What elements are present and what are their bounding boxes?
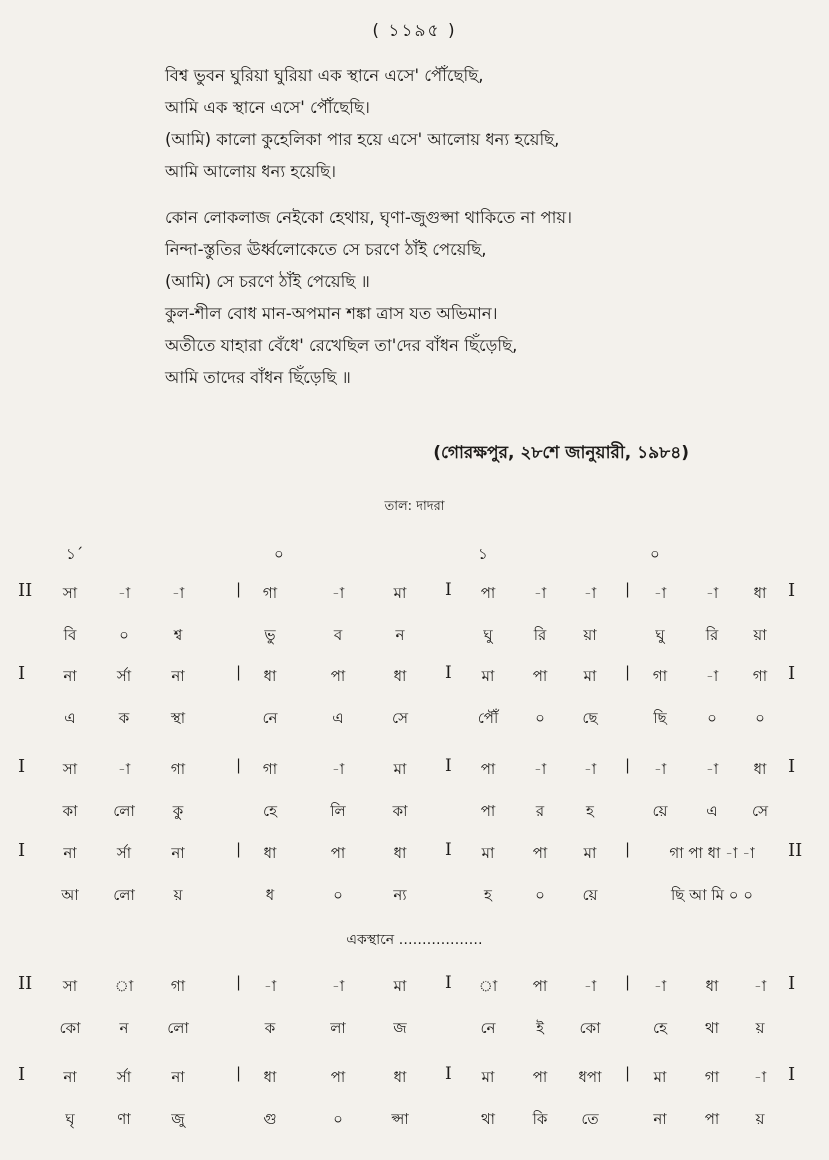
- swara-note: না: [171, 1068, 185, 1086]
- lyric-syllable: হে: [263, 802, 277, 820]
- swara-note: মা: [481, 1068, 495, 1086]
- beat-separator: |: [236, 973, 242, 991]
- swara-row: [0, 665, 829, 693]
- beat-separator: I: [445, 580, 452, 600]
- swara-note: -া: [653, 584, 667, 602]
- beat-separator: I: [445, 756, 452, 776]
- swara-note: র্সা: [116, 844, 132, 862]
- swara-row: [0, 975, 829, 1003]
- lyric-syllable: কা: [392, 802, 408, 820]
- swara-note: না: [171, 667, 185, 685]
- beat-separator: |: [236, 756, 242, 774]
- beat-separator: |: [625, 663, 631, 681]
- lyric-row: [0, 884, 829, 912]
- bar-line: I: [18, 756, 26, 777]
- lyric-syllable: থা: [704, 1019, 720, 1037]
- poem-line: কুল-শীল বোধ মান-অপমান শঙ্কা ত্রাস যত অভিমান।: [165, 304, 498, 323]
- lyric-syllable: রি: [533, 626, 547, 644]
- swara-note: পা: [480, 760, 496, 778]
- swara-note: সা: [62, 977, 78, 995]
- lyric-syllable: স্থা: [170, 709, 186, 727]
- swara-note: পা: [532, 667, 548, 685]
- lyric-row: [0, 1108, 829, 1136]
- swara-row: [0, 1066, 829, 1094]
- lyric-row: [0, 624, 829, 652]
- poem-line: অতীতে যাহারা বেঁধে' রেখেছিল তা'দের বাঁধন ছিঁড়েছি,: [165, 336, 518, 355]
- swara-row: [0, 758, 829, 786]
- lyric-syllable: পা: [704, 1110, 720, 1128]
- lyric-syllable: ন: [119, 1019, 129, 1037]
- lyric-syllable: জ: [393, 1019, 407, 1037]
- beat-marker: ১´: [66, 545, 84, 563]
- swara-note: না: [63, 1068, 77, 1086]
- bar-line: I: [788, 580, 796, 601]
- swara-note: গা: [262, 584, 278, 602]
- swara-note: মা: [481, 844, 495, 862]
- swara-note: গা: [652, 667, 668, 685]
- swara-note: না: [63, 844, 77, 862]
- swara-note: গা: [752, 667, 768, 685]
- poem-line: (আমি) কালো কুহেলিকা পার হয়ে এসে' আলোয় ধন্য হয়েছি,: [165, 130, 560, 149]
- swara-note: মা: [393, 760, 407, 778]
- swara-note: -া: [705, 667, 719, 685]
- lyric-syllable: লা: [330, 1019, 346, 1037]
- swara-note: -া: [583, 760, 597, 778]
- swara-note: পা: [330, 1068, 346, 1086]
- lyric-syllable: য়: [173, 886, 183, 904]
- lyric-syllable: পৌঁ: [477, 709, 499, 727]
- swara-note: মা: [393, 977, 407, 995]
- bar-line: II: [18, 973, 33, 994]
- lyric-syllable: য়: [755, 1110, 765, 1128]
- swara-note: গা: [704, 1068, 720, 1086]
- swara-note: ধা: [753, 584, 767, 602]
- lyric-syllable: হ: [484, 886, 492, 904]
- beat-separator: I: [445, 1064, 452, 1084]
- bar-line: I: [18, 663, 26, 684]
- beat-separator: |: [236, 840, 242, 858]
- lyric-syllable: কা: [62, 802, 78, 820]
- lyric-syllable: ক: [118, 709, 130, 727]
- swara-note: র্সা: [116, 667, 132, 685]
- lyric-syllable: হে: [653, 1019, 667, 1037]
- swara-note: -া: [171, 584, 185, 602]
- swara-note: পা: [330, 667, 346, 685]
- swara-note: -া: [331, 760, 345, 778]
- swara-note: মা: [583, 844, 597, 862]
- beat-marker: ০: [650, 545, 660, 563]
- lyric-syllable: এ: [332, 709, 344, 727]
- poem-text: [165, 60, 765, 394]
- swara-note: -া: [583, 977, 597, 995]
- lyric-syllable: য়ে: [652, 802, 668, 820]
- swara-note: ধা: [393, 667, 407, 685]
- taal-heading: তাল: দাদরা: [384, 499, 445, 514]
- lyric-syllable: ব: [333, 626, 343, 644]
- swara-note: -া: [117, 760, 131, 778]
- swara-note: না: [171, 844, 185, 862]
- swara-note: -া: [653, 977, 667, 995]
- beat-separator: |: [625, 580, 631, 598]
- swara-note: -া: [753, 1068, 767, 1086]
- swara-note: সা: [62, 760, 78, 778]
- lyric-syllable: ছি: [653, 709, 667, 727]
- lyric-syllable: তে: [581, 1110, 599, 1128]
- swara-note: ধা: [263, 1068, 277, 1086]
- swara-note: -া: [331, 977, 345, 995]
- lyric-syllable: য়া: [753, 626, 767, 644]
- lyric-syllable: লো: [113, 886, 135, 904]
- lyric-syllable: পা: [480, 802, 496, 820]
- lyric-syllable: কো: [579, 1019, 601, 1037]
- beat-separator: |: [625, 973, 631, 991]
- swara-note: -া: [263, 977, 277, 995]
- swara-note: া: [114, 977, 134, 995]
- lyric-row: [0, 707, 829, 735]
- lyric-syllable: সে: [752, 802, 768, 820]
- lyric-syllable: আ: [61, 886, 79, 904]
- ekasthane-marker: একস্থানে ………………: [346, 932, 483, 948]
- poem-line: বিশ্ব ভুবন ঘুরিয়া ঘুরিয়া এক স্থানে এসে' পৌঁছেছি,: [165, 66, 484, 85]
- beat-separator: |: [625, 756, 631, 774]
- beat-separator: |: [236, 580, 242, 598]
- lyric-syllable: ন: [395, 626, 405, 644]
- lyric-syllable: কো: [59, 1019, 81, 1037]
- lyric-syllable: ধ: [265, 886, 275, 904]
- lyric-syllable: ই: [536, 1019, 544, 1037]
- lyric-syllable: য়: [755, 1019, 765, 1037]
- swara-note: মা: [481, 667, 495, 685]
- lyric-syllable: কু: [172, 802, 184, 820]
- swara-note: পা: [330, 844, 346, 862]
- bar-line: I: [788, 1064, 796, 1085]
- swara-note: ধপা: [578, 1068, 602, 1086]
- swara-note: গা: [170, 760, 186, 778]
- lyric-syllable: থা: [480, 1110, 496, 1128]
- lyric-syllable: লি: [330, 802, 346, 820]
- poem-line: কোন লোকলাজ নেইকো হেথায়, ঘৃণা-জুগুপ্সা থাকিতে না পায়।: [165, 208, 572, 227]
- swara-note: া: [478, 977, 498, 995]
- lyric-syllable: ছি আ মি ০ ০: [670, 886, 754, 904]
- lyric-syllable: ০: [707, 709, 717, 727]
- bar-line: I: [18, 1064, 26, 1085]
- place-date-signature: (গোরক্ষপুর, ২৮শে জানুয়ারী, ১৯৮৪): [433, 443, 689, 463]
- swara-note: পা: [532, 844, 548, 862]
- swara-note: গা: [170, 977, 186, 995]
- bar-line: I: [18, 840, 26, 861]
- swara-note: সা: [62, 584, 78, 602]
- lyric-syllable: হ: [586, 802, 594, 820]
- bar-line: I: [788, 756, 796, 777]
- beat-separator: |: [236, 663, 242, 681]
- swara-note: ধা: [263, 667, 277, 685]
- beat-markers: [0, 543, 829, 563]
- swara-note: -া: [753, 977, 767, 995]
- swara-note: গা: [262, 760, 278, 778]
- swara-note: না: [63, 667, 77, 685]
- swara-note: মা: [393, 584, 407, 602]
- lyric-row: [0, 1017, 829, 1045]
- bar-line: II: [18, 580, 33, 601]
- bar-line: I: [788, 973, 796, 994]
- swara-note: পা: [532, 977, 548, 995]
- lyric-syllable: ন্য: [393, 886, 407, 904]
- lyric-syllable: সে: [392, 709, 408, 727]
- swara-note: -া: [533, 760, 547, 778]
- swara-note: ধা: [393, 844, 407, 862]
- lyric-syllable: ক: [264, 1019, 276, 1037]
- swara-note: -া: [331, 584, 345, 602]
- swara-note: গা পা ধা -া -া: [669, 844, 755, 862]
- bar-line: II: [788, 840, 803, 861]
- lyric-syllable: নে: [480, 1019, 496, 1037]
- lyric-syllable: ভু: [264, 626, 276, 644]
- lyric-syllable: ঘৃ: [65, 1110, 75, 1128]
- swara-note: র্সা: [116, 1068, 132, 1086]
- beat-separator: |: [236, 1064, 242, 1082]
- beat-separator: |: [625, 840, 631, 858]
- swara-row: [0, 582, 829, 610]
- swara-note: ধা: [263, 844, 277, 862]
- beat-marker: ১: [478, 545, 488, 563]
- swara-note: -া: [117, 584, 131, 602]
- lyric-syllable: প্সা: [391, 1110, 409, 1128]
- swara-note: -া: [533, 584, 547, 602]
- lyric-syllable: ঘু: [655, 626, 665, 644]
- swara-note: মা: [583, 667, 597, 685]
- lyric-syllable: রি: [705, 626, 719, 644]
- swara-note: পা: [532, 1068, 548, 1086]
- swara-note: ধা: [393, 1068, 407, 1086]
- lyric-syllable: এ: [64, 709, 76, 727]
- beat-separator: I: [445, 840, 452, 860]
- lyric-syllable: শ্ব: [173, 626, 183, 644]
- lyric-syllable: ণা: [117, 1110, 131, 1128]
- poem-line: আমি আলোয় ধন্য হয়েছি।: [165, 162, 337, 181]
- swara-note: পা: [480, 584, 496, 602]
- lyric-syllable: ০: [119, 626, 129, 644]
- beat-separator: I: [445, 973, 452, 993]
- lyric-syllable: বি: [63, 626, 77, 644]
- lyric-syllable: ঘু: [483, 626, 493, 644]
- lyric-syllable: য়ে: [582, 886, 598, 904]
- lyric-syllable: ছে: [582, 709, 598, 727]
- poem-line: আমি এক স্থানে এসে' পৌঁছেছি।: [165, 98, 370, 117]
- swara-note: ধা: [705, 977, 719, 995]
- swara-row: [0, 842, 829, 870]
- lyric-syllable: ০: [535, 886, 545, 904]
- poem-line: (আমি) সে চরণে ঠাঁই পেয়েছি ॥: [165, 272, 370, 291]
- lyric-syllable: ০: [333, 1110, 343, 1128]
- stanza-gap: [165, 188, 765, 202]
- poem-line: আমি তাদের বাঁধন ছিঁড়েছি ॥: [165, 368, 351, 387]
- lyric-syllable: কি: [532, 1110, 548, 1128]
- lyric-syllable: জু: [171, 1110, 185, 1128]
- swara-note: মা: [653, 1068, 667, 1086]
- lyric-syllable: ০: [535, 709, 545, 727]
- swara-note: -া: [583, 584, 597, 602]
- beat-separator: I: [445, 663, 452, 683]
- lyric-syllable: এ: [706, 802, 718, 820]
- bar-line: I: [788, 663, 796, 684]
- lyric-syllable: র: [535, 802, 545, 820]
- lyric-syllable: ০: [755, 709, 765, 727]
- lyric-syllable: য়া: [583, 626, 597, 644]
- swara-note: -া: [653, 760, 667, 778]
- beat-marker: ০: [274, 545, 284, 563]
- lyric-syllable: গু: [263, 1110, 277, 1128]
- page-number: ( ১১৯৫ ): [372, 21, 457, 41]
- poem-line: নিন্দা-স্তুতির ঊর্ধ্বলোকেতে সে চরণে ঠাঁই পেয়েছি,: [165, 240, 487, 259]
- lyric-syllable: লো: [113, 802, 135, 820]
- lyric-syllable: নে: [262, 709, 278, 727]
- swara-note: -া: [705, 584, 719, 602]
- lyric-syllable: লো: [167, 1019, 189, 1037]
- lyric-syllable: ০: [333, 886, 343, 904]
- lyric-row: [0, 800, 829, 828]
- beat-separator: |: [625, 1064, 631, 1082]
- swara-note: -া: [705, 760, 719, 778]
- lyric-syllable: না: [653, 1110, 667, 1128]
- swara-note: ধা: [753, 760, 767, 778]
